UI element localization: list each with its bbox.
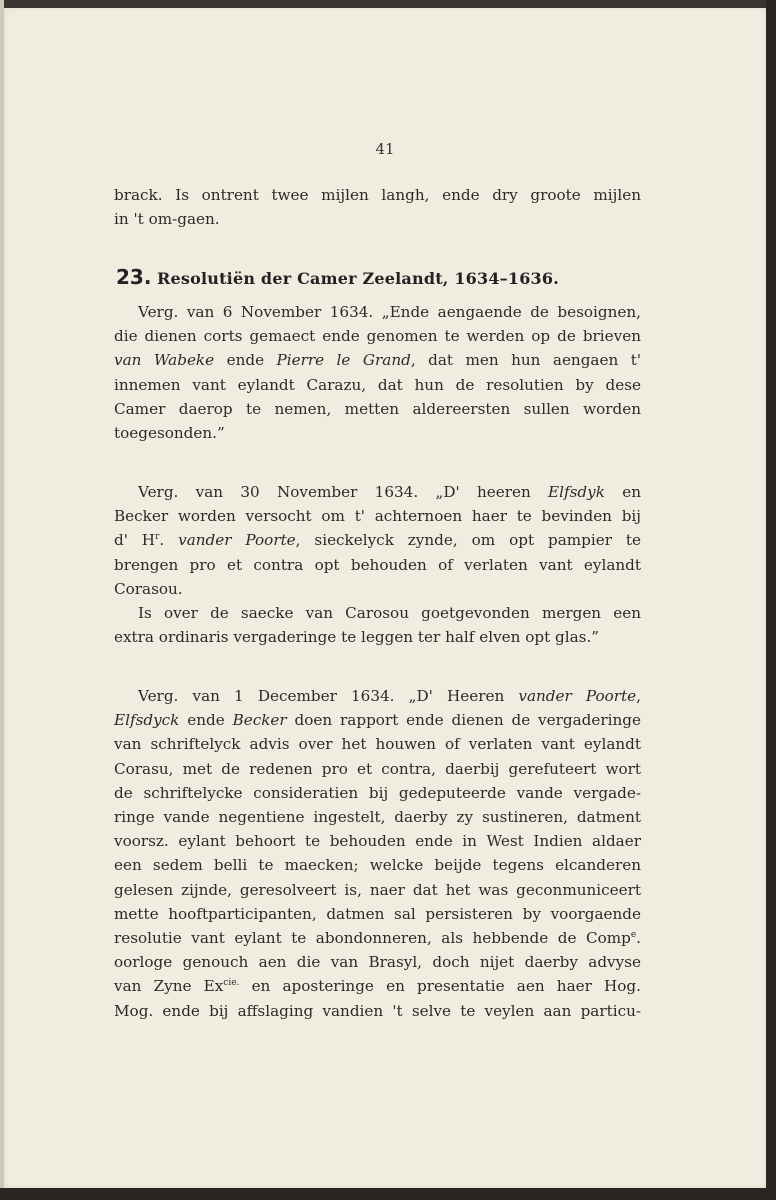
text-line-superscript: van Zyne $Ex^{cie.}$ en aposteringe en presentatie aen haer Hog.: [114, 977, 641, 996]
text-line: een sedem belli te maecken; welcke beijde tegens elcanderen: [114, 856, 641, 875]
text-line: voorsz. eylant behoort te behouden ende in West Indien aldaer: [114, 832, 641, 851]
text-line: oorloge genouch aen die van Brasyl, doch nijet daerby advyse: [114, 953, 641, 972]
text-line: ringe vande negentiene ingestelt, daerby zy sustineren, datment: [114, 808, 641, 827]
text-line-italic-names: Verg. van 1 December 1634. „D' Heeren vander Poorte,: [138, 687, 641, 705]
text-line: toegesonden.”: [114, 424, 225, 443]
text-line: brengen pro et contra opt behouden of verlaten vant eylandt: [114, 555, 641, 574]
text-line: innemen vant eylandt Carazu, dat hun de resolutien by dese: [114, 375, 641, 394]
text-line-italic-names: van Wabeke ende Pierre le Grand, dat men hun aengaen t': [114, 351, 641, 370]
text-line: Corasou.: [114, 579, 183, 598]
text-line: de schriftelycke consideratien bij gedeputeerde vande vergade-: [114, 783, 641, 802]
section-number: 23.: [116, 265, 152, 289]
paragraph-1-december: [114, 684, 641, 1023]
book-page: [4, 8, 766, 1188]
text-line-superscript: resolutie vant eylant te abondonneren, als hebbende de Comp$^e$.: [114, 929, 641, 948]
text-line: Is over de saecke van Carosou goetgevonden mergen een: [138, 604, 641, 623]
text-line: Verg. van 6 November 1634. „Ende aengaende de besoignen,: [138, 303, 641, 321]
text-line: brack. Is ontrent twee mijlen langh, ende dry groote mijlen: [114, 186, 641, 204]
scan-edge-bottom: [0, 1188, 776, 1200]
paragraph-6-november: [114, 300, 641, 445]
text-line-italic-names: d' $H^r$. vander Poorte, sieckelyck zynde, om opt pampier te: [114, 531, 641, 550]
text-line: van schriftelyck advis over het houwen of verlaten vant eylandt: [114, 735, 641, 754]
text-line: Camer daerop te nemen, metten aldereersten sullen worden: [114, 399, 641, 418]
text-line: Becker worden versocht om t' achternoen haer te bevinden bij: [114, 507, 641, 526]
scan-edge-right: [766, 0, 776, 1200]
paragraph-30-november: [114, 480, 641, 649]
text-line: extra ordinaris vergaderinge te leggen ter half elven opt glas.”: [114, 628, 600, 647]
intro-paragraph: [114, 183, 641, 231]
text-line-italic-names: Elfsdyck ende Becker doen rapport ende dienen de vergaderinge: [114, 711, 641, 730]
page-number: 41: [375, 140, 395, 158]
text-line: mette hooftparticipanten, datmen sal persisteren by voorgaende: [114, 904, 641, 923]
text-line: die dienen corts gemaect ende genomen te werden op de brieven: [114, 327, 641, 346]
text-line: Mog. ende bij affslaging vandien 't selve te veylen aan particu-: [114, 1001, 641, 1020]
text-line: Corasu, met de redenen pro et contra, daerbij gerefuteert wort: [114, 759, 641, 778]
text-line: in 't om-gaen.: [114, 210, 220, 229]
section-title: Resolutiën der Camer Zeelandt, 1634–1636.: [157, 269, 559, 288]
text-line: gelesen zijnde, geresolveert is, naer dat het was geconmuniceert: [114, 880, 641, 899]
section-heading: [116, 265, 636, 289]
scan-edge-top: [0, 0, 776, 8]
text-line-italic-names: Verg. van 30 November 1634. „D' heeren Elfsdyk en: [138, 483, 641, 501]
